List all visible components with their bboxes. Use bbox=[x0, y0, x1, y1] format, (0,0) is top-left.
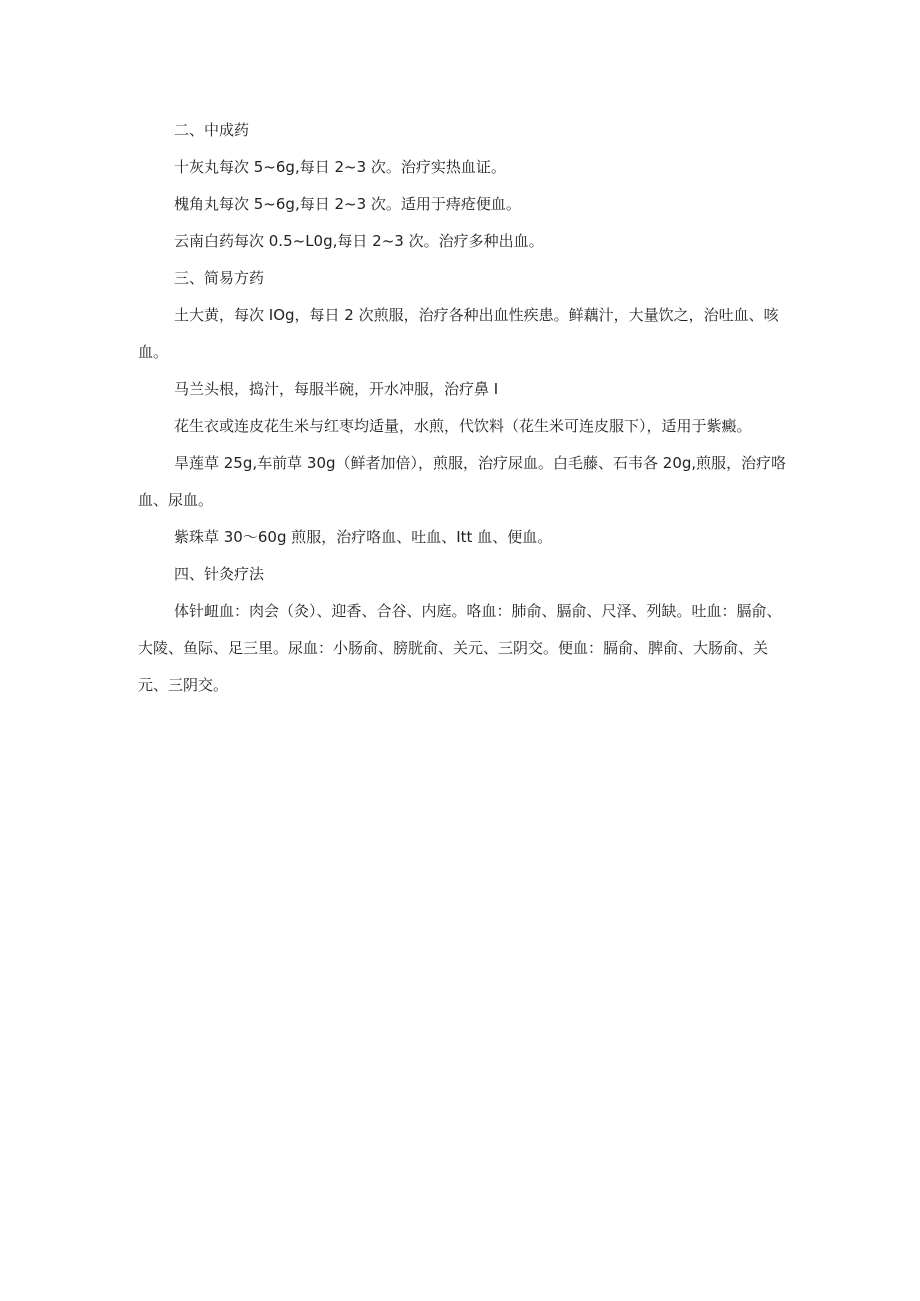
paragraph-huaijiao-pill: 槐角丸每次 5~6g,每日 2~3 次。适用于痔疮便血。 bbox=[174, 195, 521, 213]
paragraph-malantou: 马兰头根，捣汁，每服半碗，开水冲服，治疗鼻 I bbox=[174, 380, 499, 398]
section-heading-acupuncture: 四、针灸疗法 bbox=[174, 565, 265, 583]
section-heading-simple-remedies: 三、简易方药 bbox=[174, 269, 265, 287]
paragraph-yunnan-baiyao: 云南白药每次 0.5~L0g,每日 2~3 次。治疗多种出血。 bbox=[174, 232, 544, 250]
paragraph-zizhucao: 紫珠草 30～60g 煎服，治疗咯血、吐血、Itt 血、便血。 bbox=[174, 528, 553, 546]
paragraph-hanliancao: 旱莲草 25g,车前草 30g（鲜者加倍），煎服，治疗尿血。白毛藤、石韦各 20g,煎服，治疗咯血、尿血。 bbox=[138, 454, 787, 509]
paragraph-peanut-skin: 花生衣或连皮花生米与红枣均适量，水煎，代饮料（花生米可连皮服下），适用于紫癜。 bbox=[174, 417, 752, 435]
paragraph-acupoints: 体针衄血：肉会（灸）、迎香、合谷、内庭。咯血：肺俞、膈俞、尺泽、列缺。吐血：膈俞、大陵、鱼际、足三里。尿血：小肠俞、膀胱俞、关元、三阴交。便血：膈俞、脾俞、大肠俞、关元、三阴交。 bbox=[138, 602, 782, 694]
section-heading-patent-medicine: 二、中成药 bbox=[174, 121, 250, 139]
paragraph-tudahuang: 土大黄，每次 IOg，每日 2 次煎服，治疗各种出血性疾患。鲜藕汁，大量饮之，治吐血、咳血。 bbox=[138, 306, 779, 361]
document-body bbox=[138, 112, 788, 704]
paragraph-shihui-pill: 十灰丸每次 5~6g,每日 2~3 次。治疗实热血证。 bbox=[174, 158, 506, 176]
